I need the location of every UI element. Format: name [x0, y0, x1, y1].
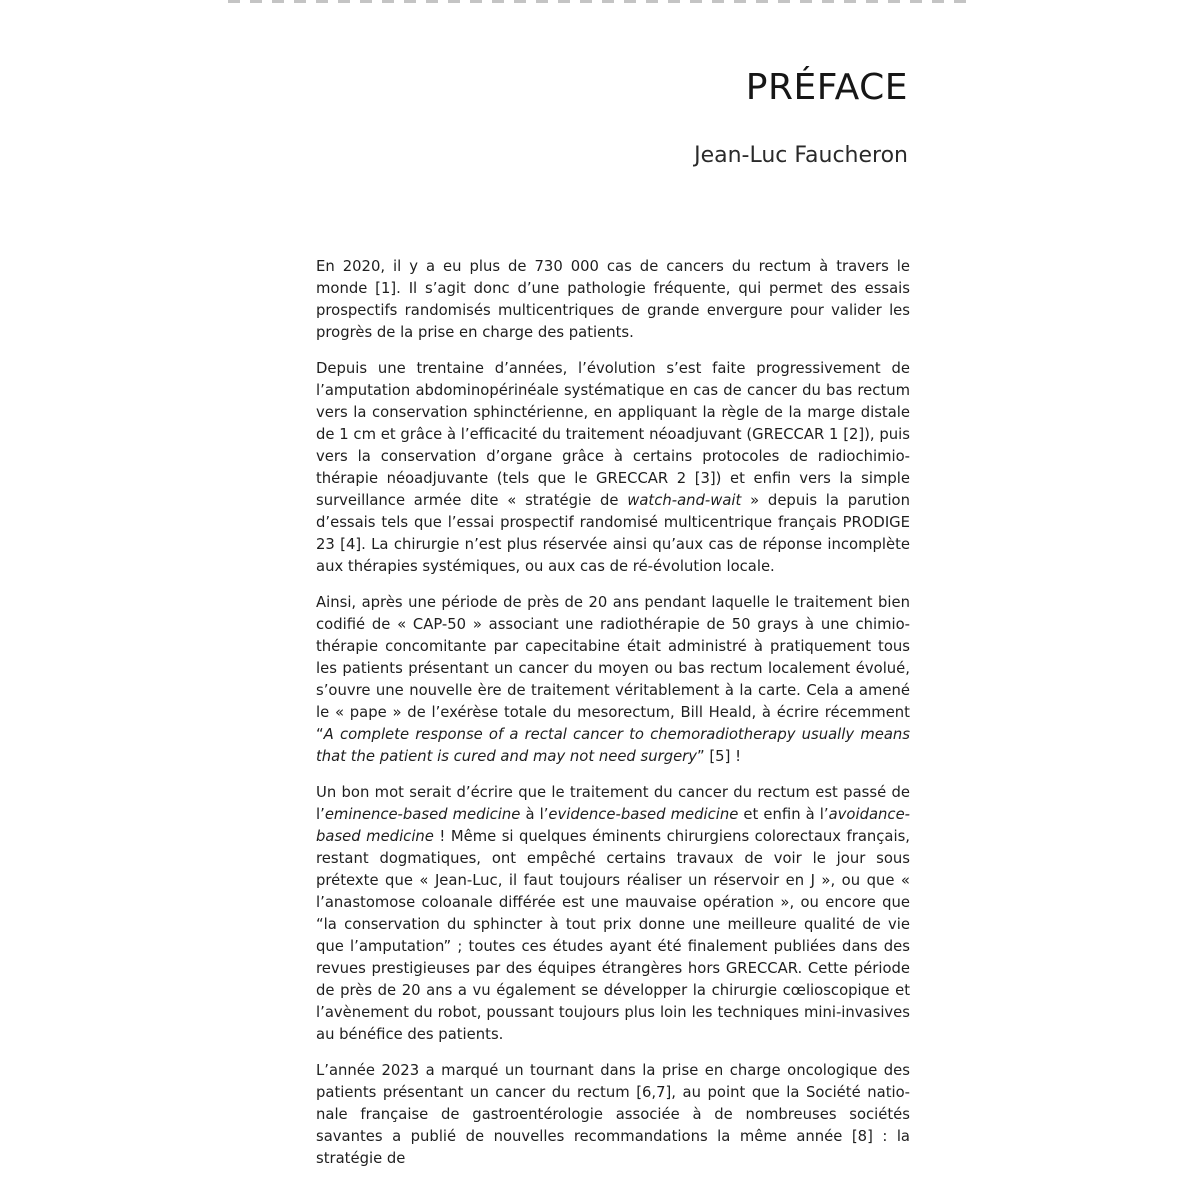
border-dash — [844, 0, 856, 3]
paragraph — [316, 256, 910, 344]
border-dash — [646, 0, 658, 3]
border-dash — [492, 0, 504, 3]
border-dash — [470, 0, 482, 3]
page-title: PRÉFACE — [745, 67, 908, 108]
border-dash — [536, 0, 548, 3]
text-segment: à l’ — [520, 806, 549, 823]
border-dash — [514, 0, 526, 3]
preface-body — [316, 256, 910, 1184]
border-dash — [338, 0, 350, 3]
text-segment: » depuis la parution d’essais tels que l’essai prospectif randomisé multicentrique français PRODIGE 23 [4]. La chirurgie n’est plus réservée ainsi qu’aux cas de réponse incomplète aux thérapies systémiques, ou aux cas de ré-évolution locale. — [316, 492, 910, 575]
border-dash — [800, 0, 812, 3]
border-dash — [558, 0, 570, 3]
border-dash — [690, 0, 702, 3]
text-segment: et enfin à l’ — [738, 806, 829, 823]
paragraph — [316, 1060, 910, 1170]
paragraph — [316, 358, 910, 578]
text-segment: Depuis une trentaine d’années, l’évolution s’est faite progressivement de l’amputation abdominopérinéale systématique en cas de cancer du bas rectum vers la conservation sphinctérienne, en appliquant la règle de la marge distale de 1 cm et grâce à l’efficacité du traitement néoadjuvant (GRECCAR 1 [2]), puis vers la conservation d’organe grâce à certains protocoles de radiochimiothérapie néoadjuvante (tels que le GRECCAR 2 [3]) et enfin vers la simple surveillance armée dite « stratégie de — [316, 360, 910, 509]
paragraph — [316, 782, 910, 1046]
top-dashed-border — [0, 0, 1200, 6]
text-segment: En 2020, il y a eu plus de 730 000 cas de cancers du rectum à travers le monde [1]. Il s’agit donc d’une pathologie fréquente, qui permet des essais prospectifs randomisés multicentriques de grande envergure pour valider les progrès de la prise en charge des patients. — [316, 258, 910, 341]
border-dash — [866, 0, 878, 3]
italic-text-segment: avoidance-based medicine — [316, 806, 911, 845]
border-dash — [272, 0, 284, 3]
border-dash — [954, 0, 966, 3]
border-dash — [778, 0, 790, 3]
italic-text-segment: evidence-based medicine — [548, 806, 739, 823]
border-dash — [668, 0, 680, 3]
text-segment: ! Même si quelques éminents chirurgiens colorectaux français, restant dogmatiques, ont empêché certains travaux de voir le jour sous prétexte que « Jean-Luc, il faut toujours réaliser un réservoir en J », ou que « l’anastomose coloanale différée est une mauvaise opération », ou encore que “la conservation du sphincter à tout prix donne une meilleure qualité de vie que l’amputation” ; toutes ces études ayant été finalement publiées dans des revues prestigieuses par des équipes étrangères hors GRECCAR. Cette période de près de 20 ans a vu également se développer la chirurgie cœlioscopique et l’avènement du robot, poussant toujours plus loin les techniques mini-invasives au bénéfice des patients. — [316, 828, 910, 1043]
italic-text-segment: watch-and-wait — [627, 492, 742, 509]
italic-text-segment: A complete response of a rectal cancer to chemoradiotherapy usually means that the patient is cured and may not need surgery — [316, 726, 910, 765]
italic-text-segment: eminence-based medicine — [324, 806, 521, 823]
border-dash — [756, 0, 768, 3]
border-dash — [734, 0, 746, 3]
border-dash — [602, 0, 614, 3]
text-segment: ” [5] ! — [697, 748, 741, 765]
border-dash — [888, 0, 900, 3]
border-dash — [360, 0, 372, 3]
border-dash — [382, 0, 394, 3]
border-dash — [426, 0, 438, 3]
text-segment: Un bon mot serait d’écrire que le traitement du cancer du rectum est passé de l’ — [316, 784, 910, 823]
border-dash — [316, 0, 328, 3]
border-dash — [580, 0, 592, 3]
border-dash — [294, 0, 306, 3]
border-dash — [822, 0, 834, 3]
border-dash — [404, 0, 416, 3]
border-dash — [448, 0, 460, 3]
border-dash — [932, 0, 944, 3]
author-name: Jean-Luc Faucheron — [694, 143, 908, 168]
border-dash — [712, 0, 724, 3]
border-dash — [910, 0, 922, 3]
text-segment: L’année 2023 a marqué un tournant dans la prise en charge oncologique des patients présentant un cancer du rectum [6,7], au point que la Société nationale française de gastroentérologie associée à de nombreuses sociétés savantes a publié de nouvelles recommandations la même année [8] : la stratégie de — [316, 1062, 910, 1167]
text-segment: Ainsi, après une période de près de 20 ans pendant laquelle le traitement bien codifié de « CAP-50 » associant une radiothérapie de 50 grays à une chimiothérapie concomitante par capecitabine était administré à pratiquement tous les patients présentant un cancer du moyen ou bas rectum localement évolué, s’ouvre une nouvelle ère de traitement véritablement à la carte. Cela a amené le « pape » de l’exérèse totale du mesorectum, Bill Heald, à écrire récemment “ — [316, 594, 910, 743]
border-dash — [250, 0, 262, 3]
paragraph — [316, 592, 910, 768]
border-dash — [228, 0, 240, 3]
border-dash — [624, 0, 636, 3]
